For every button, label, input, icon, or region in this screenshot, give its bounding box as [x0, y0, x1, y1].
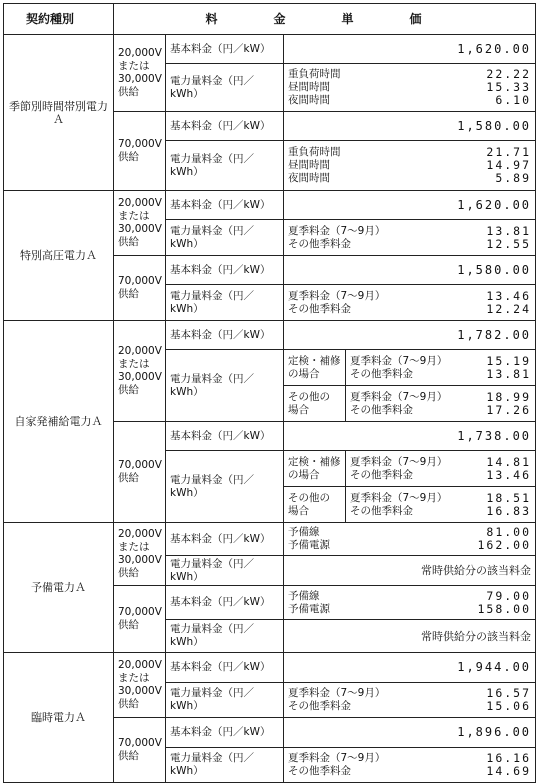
case-other: その他の 場合 — [284, 487, 346, 523]
rate-sheet — [3, 3, 535, 783]
contract-temporary: 臨時電力Ａ — [4, 653, 114, 783]
header-contract-type: 契約種別 — [4, 4, 114, 35]
basic-charge-value: 1,580.00 — [284, 256, 536, 285]
energy-charge-cell: 夏季料金（7～9月） その他季料金 13.46 12.24 — [284, 285, 536, 321]
voltage-20-30kv: 20,000V または 30,000V 供給 — [114, 191, 166, 256]
table-row — [4, 653, 536, 683]
voltage-70kv: 70,000V 供給 — [114, 586, 166, 653]
basic-charge-value: 1,896.00 — [284, 718, 536, 748]
basic-charge-label: 基本料金（円／kW） — [166, 112, 284, 141]
header-unit-price: 料 金 単 価 — [114, 4, 536, 35]
basic-charge-value: 1,782.00 — [284, 321, 536, 350]
basic-charge-value: 1,738.00 — [284, 422, 536, 451]
energy-charge-cell: 重負荷時間 昼間時間 夜間時間 22.22 15.33 6.10 — [284, 64, 536, 112]
energy-charge-label: 電力量料金（円／kWh） — [166, 220, 284, 256]
contract-special: 特別高圧電力Ａ — [4, 191, 114, 321]
maintenance-rates: 夏季料金（7～9月） その他季料金 14.81 13.46 — [346, 451, 536, 487]
basic-charge-value: 1,944.00 — [284, 653, 536, 683]
basic-charge-label: 基本料金（円／kW） — [166, 523, 284, 556]
basic-charge-value: 1,620.00 — [284, 191, 536, 220]
energy-charge-label: 電力量料金（円／kWh） — [166, 620, 284, 653]
energy-charge-label: 電力量料金（円／kWh） — [166, 350, 284, 422]
basic-charge-label: 基本料金（円／kW） — [166, 321, 284, 350]
basic-charge-value: 1,580.00 — [284, 112, 536, 141]
voltage-70kv: 70,000V 供給 — [114, 256, 166, 321]
energy-charge-cell: 夏季料金（7～9月） その他季料金 13.81 12.55 — [284, 220, 536, 256]
contract-standby: 予備電力Ａ — [4, 523, 114, 653]
voltage-20-30kv: 20,000V または 30,000V 供給 — [114, 321, 166, 422]
voltage-70kv: 70,000V 供給 — [114, 112, 166, 191]
voltage-20-30kv: 20,000V または 30,000V 供給 — [114, 523, 166, 586]
energy-charge-cell: 重負荷時間 昼間時間 夜間時間 21.71 14.97 5.89 — [284, 141, 536, 191]
table-row — [4, 191, 536, 220]
standby-basic-cell: 予備線 予備電源 79.00 158.00 — [284, 586, 536, 620]
table-row — [4, 35, 536, 64]
basic-charge-label: 基本料金（円／kW） — [166, 256, 284, 285]
table-row — [4, 321, 536, 350]
other-case-rates: 夏季料金（7～9月） その他季料金 18.51 16.83 — [346, 487, 536, 523]
contract-seasonal: 季節別時間帯別電力Ａ — [4, 35, 114, 191]
regular-rate-note: 常時供給分の該当料金 — [284, 620, 536, 653]
energy-charge-label: 電力量料金（円／kWh） — [166, 285, 284, 321]
basic-charge-label: 基本料金（円／kW） — [166, 35, 284, 64]
energy-charge-label: 電力量料金（円／kWh） — [166, 451, 284, 523]
energy-charge-cell: 夏季料金（7～9月） その他季料金 16.16 14.69 — [284, 748, 536, 783]
energy-charge-label: 電力量料金（円／kWh） — [166, 683, 284, 718]
voltage-70kv: 70,000V 供給 — [114, 422, 166, 523]
contract-selfgen: 自家発補給電力Ａ — [4, 321, 114, 523]
energy-charge-label: 電力量料金（円／kWh） — [166, 748, 284, 783]
basic-charge-label: 基本料金（円／kW） — [166, 191, 284, 220]
table-header-row — [4, 4, 536, 35]
regular-rate-note: 常時供給分の該当料金 — [284, 556, 536, 586]
basic-charge-label: 基本料金（円／kW） — [166, 653, 284, 683]
energy-charge-label: 電力量料金（円／kWh） — [166, 556, 284, 586]
voltage-70kv: 70,000V 供給 — [114, 718, 166, 783]
maintenance-rates: 夏季料金（7～9月） その他季料金 15.19 13.81 — [346, 350, 536, 386]
case-other: その他の 場合 — [284, 386, 346, 422]
voltage-20-30kv: 20,000V または 30,000V 供給 — [114, 35, 166, 112]
rate-table — [3, 3, 536, 783]
case-maintenance: 定検・補修 の場合 — [284, 350, 346, 386]
energy-charge-cell: 夏季料金（7～9月） その他季料金 16.57 15.06 — [284, 683, 536, 718]
other-case-rates: 夏季料金（7～9月） その他季料金 18.99 17.26 — [346, 386, 536, 422]
voltage-20-30kv: 20,000V または 30,000V 供給 — [114, 653, 166, 718]
energy-charge-label: 電力量料金（円／kWh） — [166, 141, 284, 191]
case-maintenance: 定検・補修 の場合 — [284, 451, 346, 487]
basic-charge-label: 基本料金（円／kW） — [166, 422, 284, 451]
table-row — [4, 523, 536, 556]
basic-charge-label: 基本料金（円／kW） — [166, 586, 284, 620]
basic-charge-label: 基本料金（円／kW） — [166, 718, 284, 748]
standby-basic-cell: 予備線 予備電源 81.00 162.00 — [284, 523, 536, 556]
energy-charge-label: 電力量料金（円／kWh） — [166, 64, 284, 112]
basic-charge-value: 1,620.00 — [284, 35, 536, 64]
